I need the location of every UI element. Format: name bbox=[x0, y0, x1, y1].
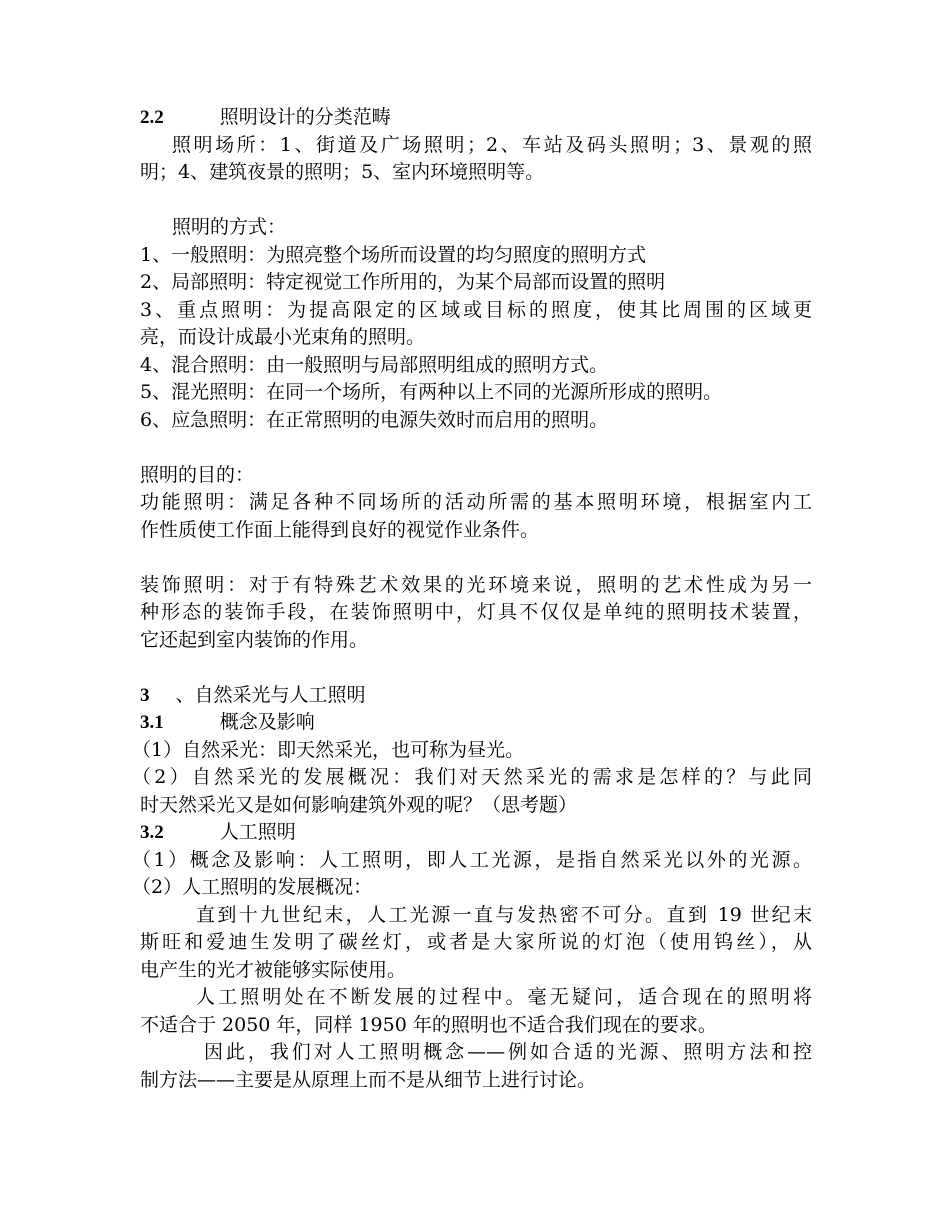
section-title: 概念及影响 bbox=[219, 711, 315, 733]
paragraph-line: （2）人工照明的发展概况： bbox=[132, 876, 373, 898]
list-item: 1、一般照明：为照亮整个场所而设置的均匀照度的照明方式 bbox=[140, 243, 647, 266]
list-item: 亮，而设计成最小光束角的照明。 bbox=[140, 326, 426, 348]
section-number: 3.2 bbox=[140, 822, 164, 843]
paragraph-line: 功能照明：满足各种不同场所的活动所需的基本照明环境，根据室内工 bbox=[140, 491, 812, 513]
paragraph-line: （1）自然采光：即天然采光，也可称为昼光。 bbox=[132, 738, 525, 761]
section-heading-3-1 bbox=[140, 709, 812, 737]
paragraph-line: 明；4、建筑夜景的照明；5、室内环境照明等。 bbox=[140, 161, 545, 183]
paragraph-line: 它还起到室内装饰的作用。 bbox=[140, 628, 369, 651]
list-item: 3、重点照明：为提高限定的区域或目标的照度，使其比周围的区域更 bbox=[140, 298, 812, 321]
section-heading-3 bbox=[140, 682, 812, 710]
paragraph-line: 作性质使工作面上能得到良好的视觉作业条件。 bbox=[140, 518, 540, 541]
paragraph-line: 直到十九世纪末，人工光源一直与发热密不可分。直到 19 世纪末 bbox=[196, 903, 812, 926]
section-heading-3-2 bbox=[140, 819, 812, 847]
section-number: 2.2 bbox=[140, 107, 164, 128]
paragraph-line: （2）自然采光的发展概况：我们对天然采光的需求是怎样的？与此同 bbox=[132, 766, 812, 788]
list-item: 4、混合照明：由一般照明与局部照明组成的照明方式。 bbox=[140, 353, 609, 376]
document-page bbox=[132, 104, 812, 1094]
paragraph-line: 装饰照明：对于有特殊艺术效果的光环境来说，照明的艺术性成为另一 bbox=[140, 573, 812, 596]
section-title: 人工照明 bbox=[219, 821, 296, 843]
paragraph-line: 不适合于 2050 年，同样 1950 年的照明也不适合我们现在的要求。 bbox=[140, 1013, 717, 1036]
methods-heading: 照明的方式： bbox=[172, 216, 287, 238]
purpose-heading: 照明的目的： bbox=[140, 463, 255, 486]
paragraph-line: 照明场所：1、街道及广场照明；2、车站及码头照明；3、景观的照 bbox=[172, 133, 812, 156]
list-item: 2、局部照明：特定视觉工作所用的，为某个局部而设置的照明 bbox=[140, 271, 666, 293]
section-number: 3.1 bbox=[140, 712, 164, 733]
paragraph-line: 种形态的装饰手段，在装饰照明中，灯具不仅仅是单纯的照明技术装置， bbox=[140, 601, 812, 623]
section-heading-2-2 bbox=[140, 104, 812, 132]
paragraph-line: （1）概念及影响：人工照明，即人工光源，是指自然采光以外的光源。 bbox=[132, 848, 812, 871]
paragraph-line: 制方法——主要是从原理上而不是从细节上进行讨论。 bbox=[140, 1068, 597, 1091]
section-number: 3 bbox=[140, 684, 150, 706]
paragraph-line: 人工照明处在不断发展的过程中。毫无疑问，适合现在的照明将 bbox=[196, 986, 812, 1008]
paragraph-line: 因此，我们对人工照明概念——例如合适的光源、照明方法和控 bbox=[204, 1041, 812, 1063]
paragraph-line: 斯旺和爱迪生发明了碳丝灯，或者是大家所说的灯泡（使用钨丝），从 bbox=[140, 931, 812, 953]
section-title: 照明设计的分类范畴 bbox=[219, 106, 391, 128]
list-item: 5、混光照明：在同一个场所，有两种以上不同的光源所形成的照明。 bbox=[140, 381, 723, 403]
list-item: 6、应急照明：在正常照明的电源失效时而启用的照明。 bbox=[140, 408, 609, 431]
paragraph-line: 时天然采光又是如何影响建筑外观的呢？（思考题） bbox=[140, 793, 578, 816]
section-title: 、自然采光与人工照明 bbox=[175, 683, 366, 706]
paragraph-line: 电产生的光才被能够实际使用。 bbox=[140, 958, 407, 981]
